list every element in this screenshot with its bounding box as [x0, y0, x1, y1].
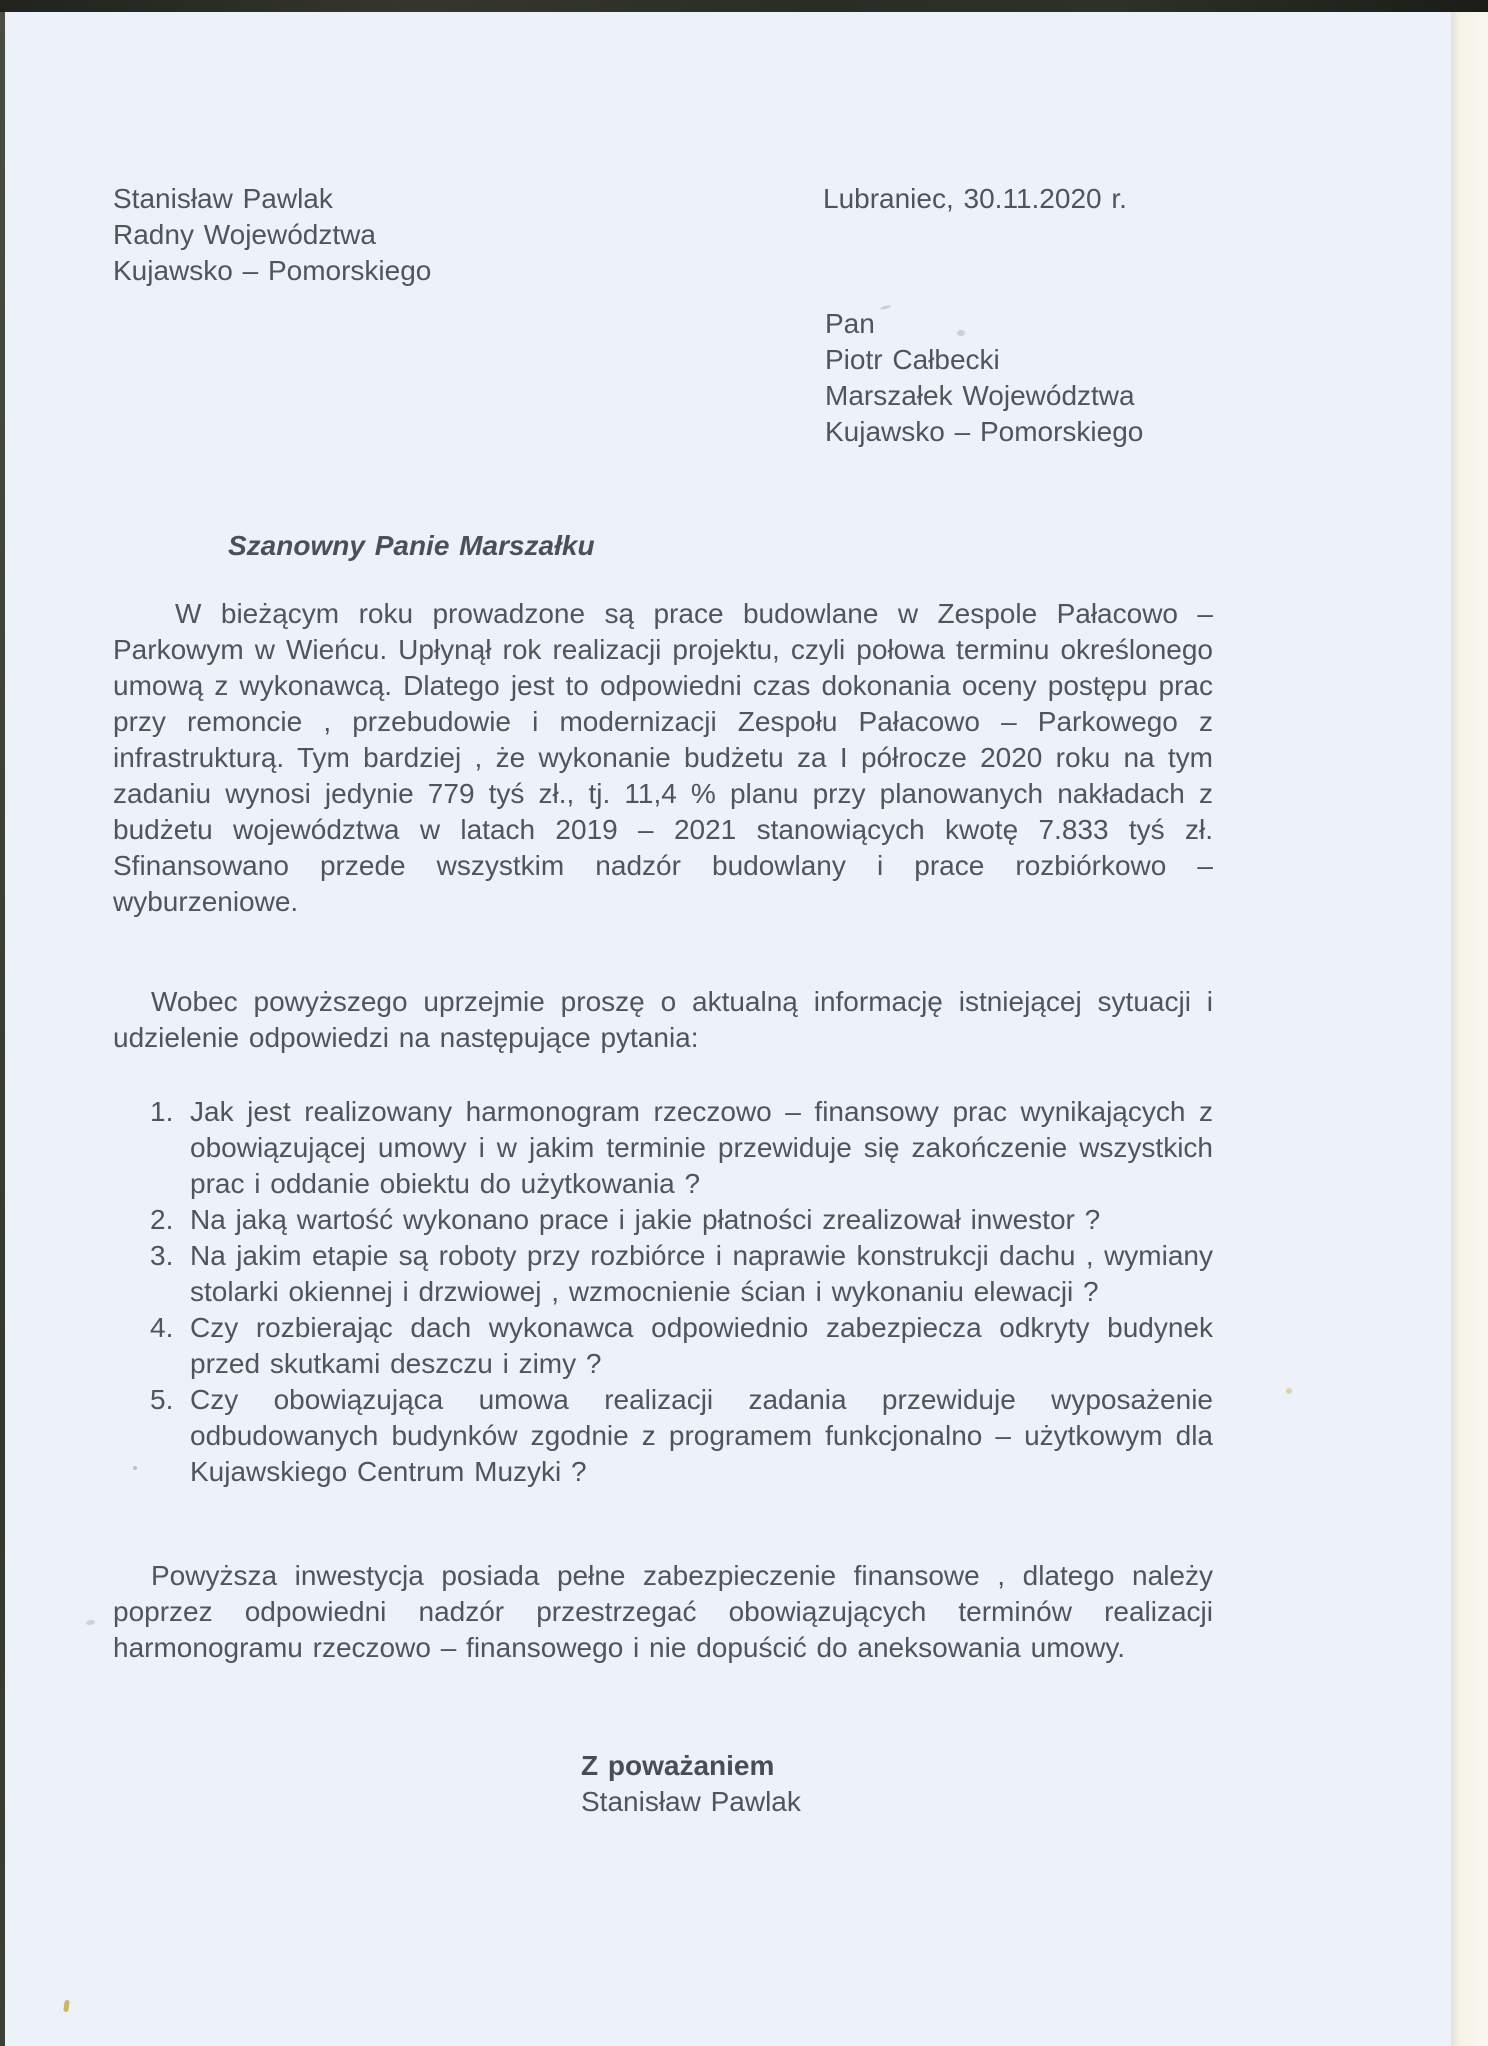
question-item-2 — [113, 1202, 1213, 1238]
signoff-phrase: Z poważaniem — [581, 1750, 775, 1781]
letter-content — [113, 0, 1213, 1820]
letter-date: Lubraniec, 30.11.2020 r. — [823, 183, 1127, 214]
signoff-name: Stanisław Pawlak — [581, 1786, 801, 1817]
scan-right-margin-strip — [1451, 12, 1488, 2046]
question-item-4 — [113, 1310, 1213, 1382]
letter-header — [113, 181, 1213, 289]
recipient-title: Marszałek Województwa — [825, 380, 1135, 411]
question-number: 1. — [150, 1096, 174, 1127]
scan-speck — [133, 1466, 137, 1470]
scan-speck — [63, 2000, 70, 2013]
scan-speck — [957, 330, 965, 336]
question-item-3 — [113, 1238, 1213, 1310]
scan-speck — [1286, 1388, 1292, 1394]
question-number: 5. — [150, 1384, 174, 1415]
questions-list — [113, 1094, 1213, 1490]
sender-title: Radny Województwa — [113, 219, 376, 250]
closing-paragraph: Powyższa inwestycja posiada pełne zabezpieczenie finansowe , dlatego należy poprzez odpowiedni nadzór przestrzegać obowiązujących terminów realizacji harmonogramu rzeczowo – finansowego i nie dopuścić do aneksowania umowy. — [113, 1560, 1213, 1663]
sender-name: Stanisław Pawlak — [113, 183, 333, 214]
salutation: Szanowny Panie Marszałku — [228, 530, 595, 561]
question-text: Czy rozbierając dach wykonawca odpowiednio zabezpiecza odkryty budynek przed skutkami deszczu i zimy ? — [190, 1312, 1213, 1379]
signoff-block — [581, 1748, 1213, 1820]
paragraph-1: W bieżącym roku prowadzone są prace budowlane w Zespole Pałacowo – Parkowym w Wieńcu. Upłynął rok realizacji projektu, czyli połowa terminu określonego umową z wykonawcą. Dlatego jest to odpowiedni czas dokonania oceny postępu prac przy remoncie , przebudowie i modernizacji Zespołu Pałacowo – Parkowego z infrastrukturą. Tym bardziej , że wykonanie budżetu za I półrocze 2020 roku na tym zadaniu wynosi jedynie 779 tyś zł., tj. 11,4 % planu przy planowanych nakładach z budżetu województwa w latach 2019 – 2021 stanowiących kwotę 7.833 tyś zł. Sfinansowano przede wszystkim nadzór budowlany i prace rozbiórkowo – wyburzeniowe. — [113, 598, 1213, 917]
question-text: Na jakim etapie są roboty przy rozbiórce i naprawie konstrukcji dachu , wymiany stolarki okiennej i drzwiowej , wzmocnienie ścian i wykonaniu elewacji ? — [190, 1240, 1213, 1307]
question-text: Czy obowiązująca umowa realizacji zadania przewiduje wyposażenie odbudowanych budynków zgodnie z programem funkcjonalno – użytkowym dla Kujawskiego Centrum Muzyki ? — [190, 1384, 1213, 1487]
sender-region: Kujawsko – Pomorskiego — [113, 255, 432, 286]
paragraph-2: Wobec powyższego uprzejmie proszę o aktualną informację istniejącej sytuacji i udzielenie odpowiedzi na następujące pytania: — [113, 986, 1213, 1053]
scan-speck — [86, 1619, 96, 1625]
question-number: 4. — [150, 1312, 174, 1343]
recipient-honorific: Pan — [825, 308, 875, 339]
question-text: Jak jest realizowany harmonogram rzeczowo – finansowy prac wynikających z obowiązującej umowy i w jakim terminie przewiduje się zakończenie wszystkich prac i oddanie obiektu do użytkowania ? — [190, 1096, 1213, 1199]
recipient-block — [825, 306, 1213, 450]
recipient-region: Kujawsko – Pomorskiego — [825, 416, 1144, 447]
scan-left-edge — [0, 12, 5, 2046]
question-number: 3. — [150, 1240, 174, 1271]
question-number: 2. — [150, 1204, 174, 1235]
question-item-1 — [113, 1094, 1213, 1202]
question-item-5 — [113, 1382, 1213, 1490]
recipient-name: Piotr Całbecki — [825, 344, 1000, 375]
question-text: Na jaką wartość wykonano prace i jakie płatności zrealizował inwestor ? — [190, 1204, 1101, 1235]
